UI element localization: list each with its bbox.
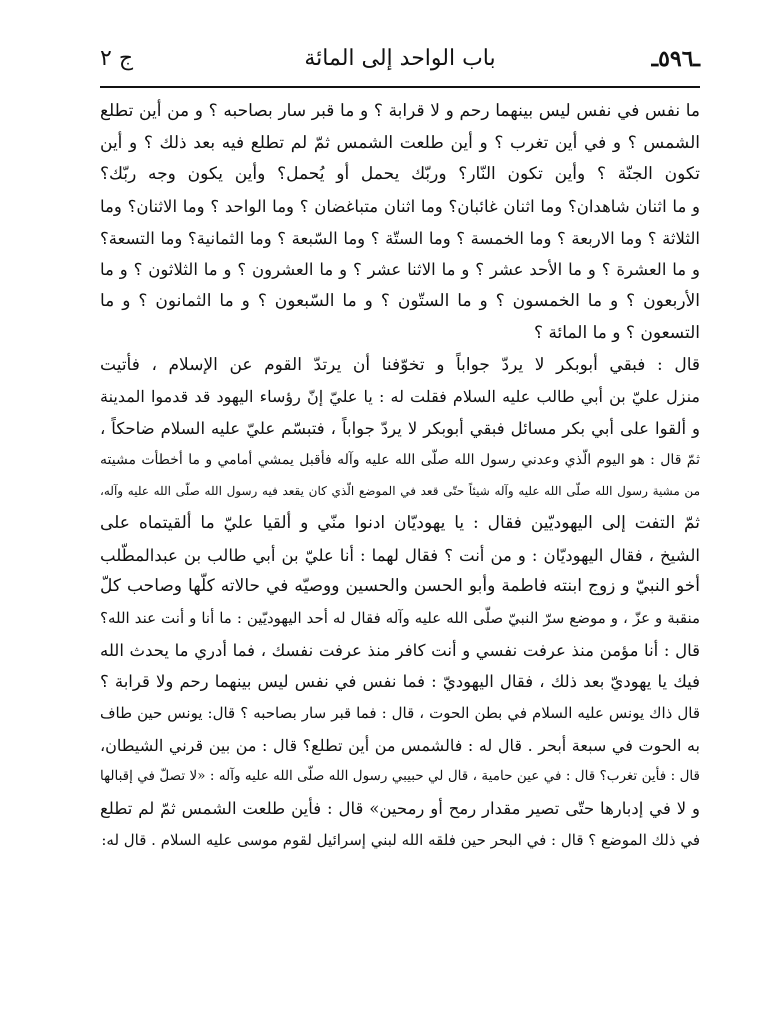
header-divider [100,86,700,88]
text-line: في ذلك الموضع ؟ قال : في البحر حين فلقه الله لبني إسرائيل لقوم موسى عليه السلام . قال له: [101,830,700,849]
text-line: تكون الجنّة ؟ وأين تكون النّار؟ وربّك يحمل أو يُحمل؟ وأين يكون وجه ربّك؟ [100,164,700,185]
text-line: ثمّ التفت إلى اليهوديّين فقال : يا يهوديّان ادنوا منّي و ألقيا عليّ ما ألقيتماه على [100,512,700,533]
text-line: منزل عليّ بن أبي طالب عليه السلام فقلت له : يا عليّ إنّ رؤساء اليهود قد قدموا المدينة [100,387,700,407]
text-line: منقبة و عزّ ، و موضع سرّ النبيّ صلّى الله عليه وآله فقال له أحد اليهوديّين : ما أنا و أنت عند الله؟ [100,609,700,627]
text-line: الشمس ؟ و في أين تغرب ؟ و أين طلعت الشمس ثمّ لم تطلع فيه بعد ذلك ؟ و أين [100,132,700,153]
running-title: باب الواحد إلى المائة [304,46,496,71]
text-line: قال : فبقي أبوبكر لا يردّ جواباً و تخوّفنا أن يرتدّ القوم عن الإسلام ، فأتيت [100,354,700,375]
text-line: و ما اثنان شاهدان؟ وما اثنان غائبان؟ وما اثنان متباغضان ؟ وما الواحد ؟ وما الاثنان؟ وما [100,197,700,217]
text-line: ما نفس في نفس ليس بينهما رحم و لا قرابة ؟ و ما قبر سار بصاحبه ؟ و من أين تطلع [100,101,700,121]
page-number: ـ٥٩٦ـ [651,46,700,72]
text-line: ثمّ قال : هو اليوم الّذي وعدني رسول الله صلّى الله عليه وآله فأقبل يمشي أمامي و ما أخطأت مشيته [100,451,700,468]
text-line: قال : أنا مؤمن منذ عرفت نفسي و أنت كافر منذ عرفت نفسك ، فما أدري ما يحدث الله [100,640,700,660]
body-text [100,96,700,857]
text-line: به الحوت في سبعة أبحر . قال له : فالشمس من أين تطلع؟ قال : من بين قرني الشيطان، [100,735,700,755]
text-line: من مشية رسول الله صلّى الله عليه وآله شيئاً حتّى قعد في الموضع الّذي كان يقعد فيه رسول الله صلّى الله عليه وآله، [100,484,700,499]
text-line: و ما العشرة ؟ و ما الأحد عشر ؟ و ما الاثنا عشر ؟ و ما العشرون ؟ و ما الثلاثون ؟ و ما [100,260,700,280]
text-line: قال ذاك يونس عليه السلام في بطن الحوت ، قال : فما قبر سار بصاحبه ؟ قال: يونس حين طاف [100,704,700,723]
text-line: قال : فأين تغرب؟ قال : في عين حامية ، قال لي حبيبي رسول الله صلّى الله عليه وآله : «لا تصلّ في إقبالها [100,768,700,785]
text-line: الشيخ ، فقال اليهوديّان : و من أنت ؟ فقال لهما : أنا عليّ بن أبي طالب بن عبدالمطّلب [100,545,700,565]
text-line: الثلاثة ؟ وما الاربعة ؟ وما الخمسة ؟ وما الستّة ؟ وما السّبعة ؟ وما الثمانية؟ وما التسعة؟ [100,228,700,248]
text-line: و ألقوا على أبي بكر مسائل فبقي أبوبكر لا يردّ جواباً ، فتبسّم عليّ عليه السلام ضاحكاً ، [100,418,700,438]
text-line: فيك يا يهوديّ بعد ذلك ، فقال اليهوديّ : فما نفس في نفس ليس بينهما رحم ولا قرابة ؟ [100,672,700,692]
text-line: الأربعون ؟ و ما الخمسون ؟ و ما الستّون ؟ و ما السّبعون ؟ و ما الثمانون ؟ و ما [100,291,700,312]
page-header [100,40,700,86]
text-line: و لا في إدبارها حتّى تصير مقدار رمح أو رمحين» قال : فأين طلعت الشمس ثمّ لم تطلع [100,799,700,819]
volume-label: ج ٢ [100,46,134,71]
text-line: التسعون ؟ و ما المائة ؟ [534,322,700,343]
text-line: أخو النبيّ و زوج ابنته فاطمة وأبو الحسن والحسين ووصيّه في حالاته كلّها وصاحب كلّ [100,576,700,597]
